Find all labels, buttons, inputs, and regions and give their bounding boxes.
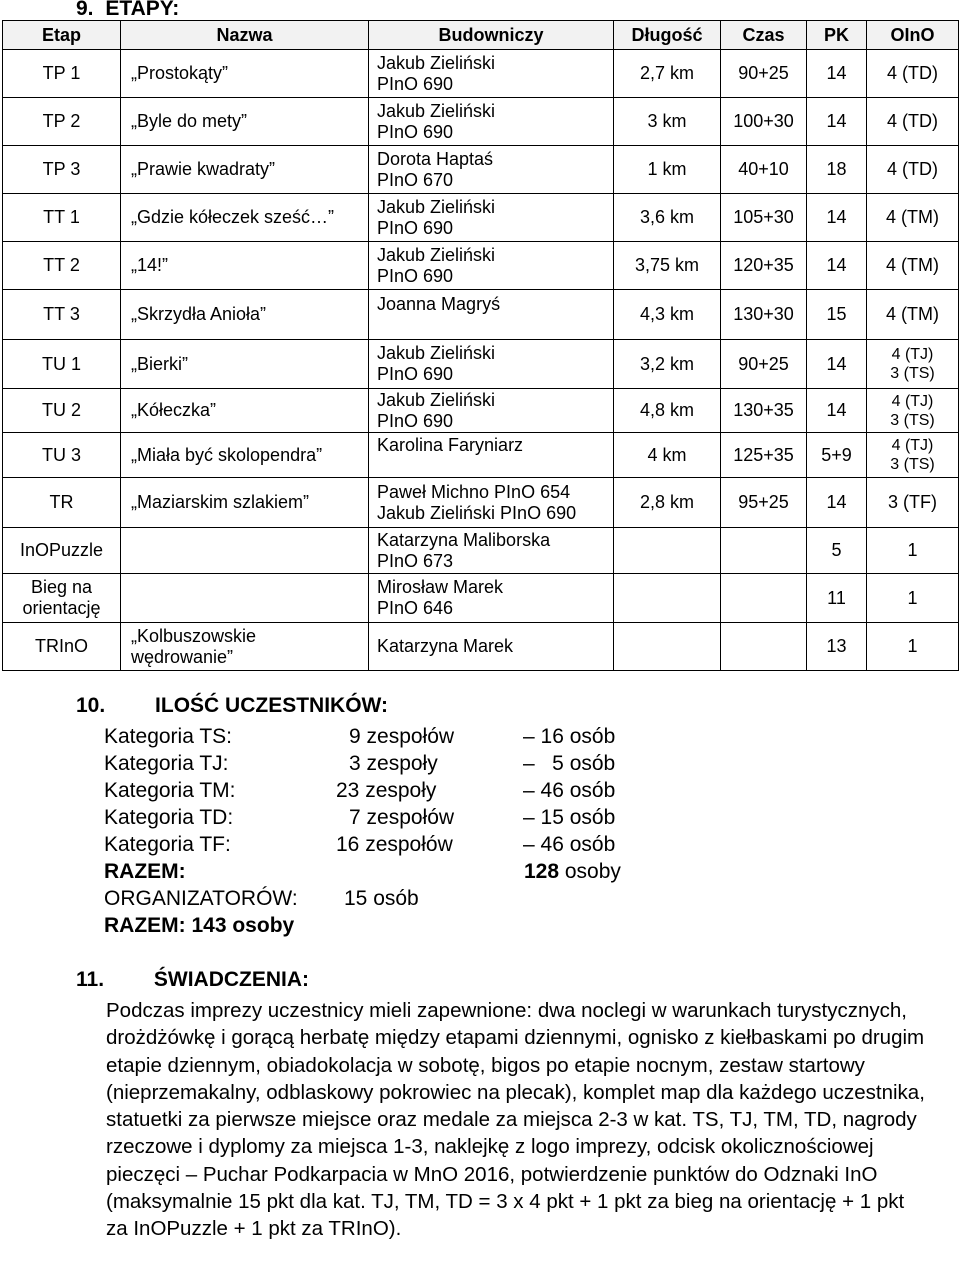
cell-czas: 100+30 — [721, 98, 807, 146]
grand-total: RAZEM: 143 osoby — [104, 914, 295, 937]
cell-dlugosc: 3,75 km — [614, 242, 721, 290]
cell-dlugosc: 4,3 km — [614, 290, 721, 340]
benefits-text: Podczas imprezy uczestnicy mieli zapewnione: dwa noclegi w warunkach turystycznych, drożdżówkę i gorącą herbatę między etapami dziennymi, ognisko z kiełbaskami po drugim etapie dziennym, obiadokolacja w sobotę, bigos po etapie nocnym, zestaw startowy (nieprzemakalny, odblaskowy pokrowiec na plecak), komplet map dla każdego uczestnika, statuetki za pierwsze miejsce oraz medale za miejsca 2-3 w kat. TS, TJ, TM, TD, nagrody rzeczowe i dyplomy za miejsca 1-3, naklejkę z logo imprezy, odcisk okolicznościowej pieczęci – Puchar Podkarpacia w MnO 2016, potwierdzenie punktów do Odznaki InO (maksymalnie 15 pkt dla kat. TJ, TM, TD = 3 x 4 pkt + 1 pkt za bieg na orientację + 1 pkt za InOPuzzle + 1 pkt za TRInO). — [106, 999, 925, 1241]
cell-nazwa: „Skrzydła Anioła” — [121, 290, 369, 340]
stages-table — [2, 20, 959, 671]
cell-etap: TU 2 — [3, 389, 121, 433]
cell-dlugosc: 2,8 km — [614, 478, 721, 528]
cell-oino: 4 (TD) — [867, 146, 959, 194]
table-row — [3, 98, 959, 146]
people-count: – 46 osób — [523, 833, 616, 856]
cell-dlugosc — [614, 574, 721, 623]
cell-dlugosc: 3 km — [614, 98, 721, 146]
cell-oino: 4 (TD) — [867, 98, 959, 146]
cell-budowniczy: Joanna Magryś — [369, 290, 614, 340]
cell-pk: 15 — [807, 290, 867, 340]
cell-oino: 4 (TM) — [867, 194, 959, 242]
section-title: ILOŚĆ UCZESTNIKÓW: — [155, 694, 388, 717]
cell-dlugosc: 3,6 km — [614, 194, 721, 242]
header-budowniczy: Budowniczy — [369, 21, 614, 50]
cell-oino: 4 (TM) — [867, 242, 959, 290]
cell-nazwa — [121, 528, 369, 574]
cell-czas — [721, 623, 807, 671]
cell-pk: 14 — [807, 389, 867, 433]
cell-dlugosc: 1 km — [614, 146, 721, 194]
table-row — [3, 389, 959, 433]
cell-dlugosc: 4,8 km — [614, 389, 721, 433]
category-label: Kategoria TF: — [104, 833, 231, 856]
cell-nazwa: „Bierki” — [121, 340, 369, 389]
cell-budowniczy: Jakub Zieliński PInO 690 — [369, 98, 614, 146]
table-row — [3, 146, 959, 194]
team-count: 3 zespoły — [349, 752, 438, 775]
cell-czas: 105+30 — [721, 194, 807, 242]
cell-pk: 14 — [807, 242, 867, 290]
header-dlugosc: Długość — [614, 21, 721, 50]
cell-dlugosc: 2,7 km — [614, 50, 721, 98]
organizers-label: ORGANIZATORÓW: — [104, 887, 298, 910]
cell-oino: 1 — [867, 623, 959, 671]
table-row-bieg — [3, 574, 959, 623]
cell-czas — [721, 528, 807, 574]
people-count: – 16 osób — [523, 725, 616, 748]
cell-dlugosc — [614, 623, 721, 671]
cell-pk: 5 — [807, 528, 867, 574]
cell-budowniczy: Katarzyna Marek — [369, 623, 614, 671]
team-count: 23 zespoły — [336, 779, 437, 802]
category-label: Kategoria TS: — [104, 725, 233, 748]
table-row — [3, 290, 959, 340]
cell-czas: 120+35 — [721, 242, 807, 290]
cell-etap: TP 3 — [3, 146, 121, 194]
team-count: 9 zespołów — [349, 725, 455, 748]
cell-oino: 4 (TJ) 3 (TS) — [867, 389, 959, 433]
cell-budowniczy: Jakub Zieliński PInO 690 — [369, 50, 614, 98]
section-10-heading — [76, 694, 388, 718]
header-etap: Etap — [3, 21, 121, 50]
team-count: 7 zespołów — [349, 806, 455, 829]
cell-etap: TT 2 — [3, 242, 121, 290]
cell-budowniczy: Jakub Zieliński PInO 690 — [369, 242, 614, 290]
section-number: 10. — [76, 694, 106, 717]
cell-pk: 14 — [807, 194, 867, 242]
cell-budowniczy: Katarzyna Maliborska PInO 673 — [369, 528, 614, 574]
cell-nazwa: „Byle do mety” — [121, 98, 369, 146]
cell-budowniczy: Jakub Zieliński PInO 690 — [369, 340, 614, 389]
cell-oino: 4 (TJ) 3 (TS) — [867, 433, 959, 478]
cell-budowniczy: Jakub Zieliński PInO 690 — [369, 194, 614, 242]
cell-budowniczy: Karolina Faryniarz — [369, 433, 614, 478]
cell-nazwa: „Gdzie kółeczek sześć…” — [121, 194, 369, 242]
section-title: ŚWIADCZENIA: — [153, 968, 310, 991]
table-row — [3, 242, 959, 290]
table-row — [3, 194, 959, 242]
cell-budowniczy: Paweł Michno PInO 654 Jakub Zieliński PInO 690 — [369, 478, 614, 528]
cell-nazwa: „Miała być skolopendra” — [121, 433, 369, 478]
cell-etap: TT 3 — [3, 290, 121, 340]
team-count: 16 zespołów — [336, 833, 453, 856]
people-count: – 46 osób — [523, 779, 616, 802]
section-number: 9. — [76, 0, 94, 20]
cell-etap: TU 1 — [3, 340, 121, 389]
cell-czas: 95+25 — [721, 478, 807, 528]
cell-budowniczy: Mirosław Marek PInO 646 — [369, 574, 614, 623]
category-label: Kategoria TJ: — [104, 752, 229, 775]
cell-pk: 18 — [807, 146, 867, 194]
header-czas: Czas — [721, 21, 807, 50]
cell-nazwa: „Prostokąty” — [121, 50, 369, 98]
people-count: – 15 osób — [523, 806, 616, 829]
cell-etap: TP 1 — [3, 50, 121, 98]
table-row — [3, 478, 959, 528]
section-number: 11. — [76, 968, 105, 991]
table-row — [3, 340, 959, 389]
table-row — [3, 433, 959, 478]
section-9-heading — [76, 0, 179, 21]
cell-pk: 14 — [807, 340, 867, 389]
organizers-value: 15 osób — [344, 887, 419, 910]
category-label: Kategoria TM: — [104, 779, 236, 802]
cell-pk: 5+9 — [807, 433, 867, 478]
cell-nazwa — [121, 574, 369, 623]
header-pk: PK — [807, 21, 867, 50]
cell-budowniczy: Jakub Zieliński PInO 690 — [369, 389, 614, 433]
cell-czas: 90+25 — [721, 50, 807, 98]
cell-czas — [721, 574, 807, 623]
benefits-paragraph — [106, 997, 926, 1243]
cell-czas: 130+35 — [721, 389, 807, 433]
cell-nazwa: „Kolbuszowskie wędrowanie” — [121, 623, 369, 671]
cell-czas: 130+30 — [721, 290, 807, 340]
cell-budowniczy: Dorota Haptaś PInO 670 — [369, 146, 614, 194]
section-11-heading — [76, 968, 309, 992]
table-row — [3, 50, 959, 98]
cell-czas: 90+25 — [721, 340, 807, 389]
cell-czas: 125+35 — [721, 433, 807, 478]
total-value: 128 osoby — [524, 860, 621, 883]
cell-pk: 13 — [807, 623, 867, 671]
cell-etap: Bieg na orientację — [3, 574, 121, 623]
cell-dlugosc — [614, 528, 721, 574]
cell-etap: TP 2 — [3, 98, 121, 146]
category-label: Kategoria TD: — [104, 806, 234, 829]
cell-oino: 4 (TD) — [867, 50, 959, 98]
cell-pk: 14 — [807, 98, 867, 146]
cell-dlugosc: 4 km — [614, 433, 721, 478]
cell-oino: 3 (TF) — [867, 478, 959, 528]
header-oino: OInO — [867, 21, 959, 50]
cell-czas: 40+10 — [721, 146, 807, 194]
cell-nazwa: „14!” — [121, 242, 369, 290]
cell-nazwa: „Prawie kwadraty” — [121, 146, 369, 194]
cell-pk: 14 — [807, 50, 867, 98]
cell-oino: 4 (TJ) 3 (TS) — [867, 340, 959, 389]
cell-etap: TU 3 — [3, 433, 121, 478]
table-row-trino — [3, 623, 959, 671]
section-title: ETAPY: — [105, 0, 180, 20]
cell-etap: TT 1 — [3, 194, 121, 242]
cell-pk: 11 — [807, 574, 867, 623]
cell-nazwa: „Maziarskim szlakiem” — [121, 478, 369, 528]
cell-pk: 14 — [807, 478, 867, 528]
people-count: – 5 osób — [523, 752, 616, 775]
cell-oino: 4 (TM) — [867, 290, 959, 340]
cell-etap: TRInO — [3, 623, 121, 671]
table-row-inopuzzle — [3, 528, 959, 574]
cell-etap: InOPuzzle — [3, 528, 121, 574]
cell-dlugosc: 3,2 km — [614, 340, 721, 389]
cell-oino: 1 — [867, 528, 959, 574]
cell-etap: TR — [3, 478, 121, 528]
total-label: RAZEM: — [104, 860, 186, 883]
cell-nazwa: „Kółeczka” — [121, 389, 369, 433]
table-header-row — [3, 21, 959, 50]
header-nazwa: Nazwa — [121, 21, 369, 50]
cell-oino: 1 — [867, 574, 959, 623]
